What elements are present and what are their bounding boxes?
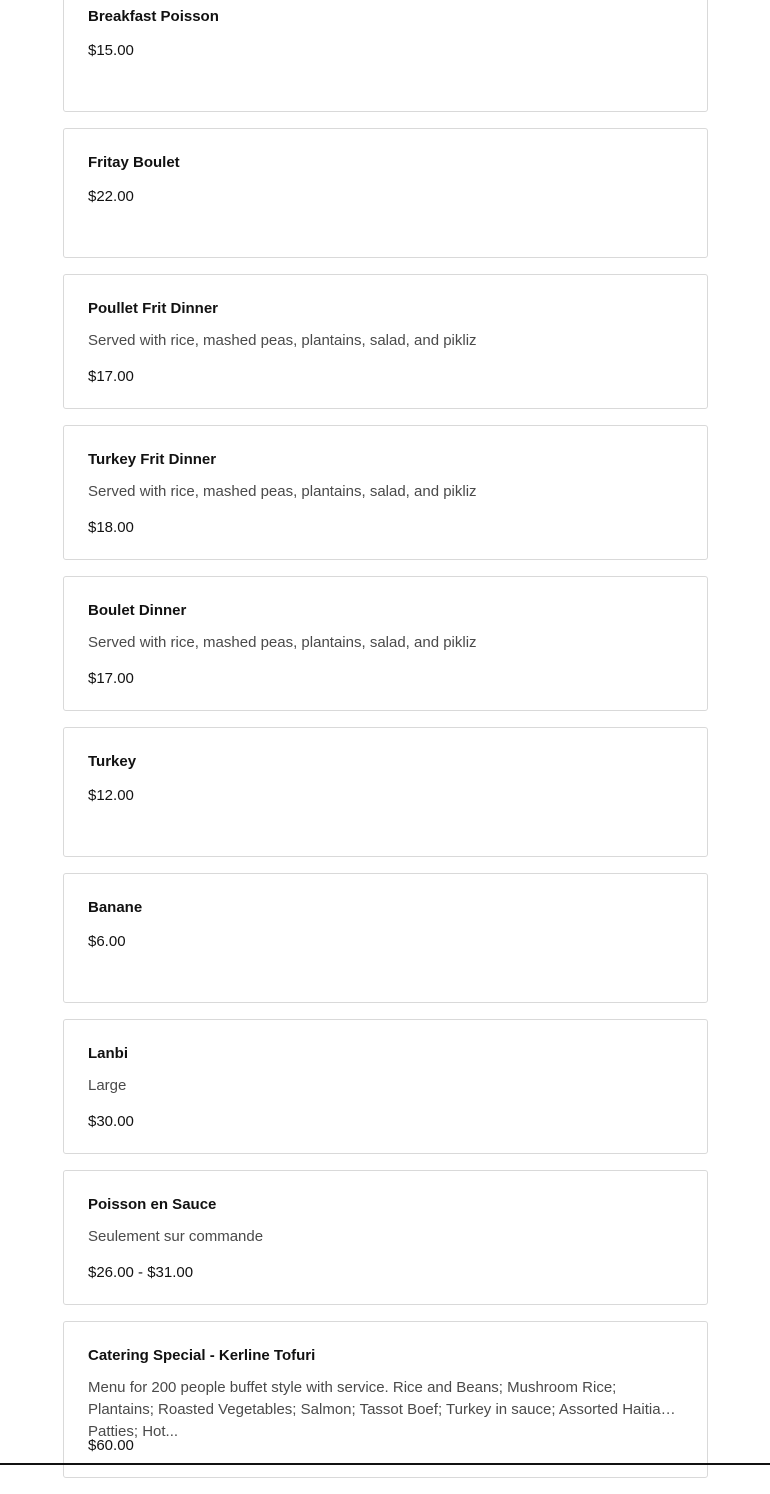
menu-item-name: Turkey (88, 753, 137, 770)
menu-item-card[interactable] (63, 1019, 708, 1154)
menu-item-name: Fritay Boulet (88, 154, 180, 171)
menu-item-card[interactable] (63, 128, 708, 258)
menu-item-description: Large (88, 1077, 127, 1094)
menu-item-card[interactable] (63, 1170, 708, 1305)
menu-item-description: Seulement sur commande (88, 1228, 264, 1245)
menu-item-name: Turkey Frit Dinner (88, 451, 217, 468)
page-bottom-divider (0, 1463, 770, 1465)
menu-item-price: $26.00 - $31.00 (88, 1264, 194, 1281)
menu-item-name: Breakfast Poisson (88, 8, 219, 25)
menu-item-description: Served with rice, mashed peas, plantains, salad, and pikliz (88, 634, 477, 651)
menu-item-price: $22.00 (88, 188, 134, 205)
menu-item-description: Served with rice, mashed peas, plantains, salad, and pikliz (88, 332, 477, 349)
menu-item-price: $12.00 (88, 787, 134, 804)
menu-item-card[interactable] (63, 425, 708, 560)
menu-item-price: $6.00 (88, 933, 126, 950)
menu-item-card[interactable] (63, 1321, 708, 1478)
menu-item-price: $15.00 (88, 42, 134, 59)
menu-item-price: $17.00 (88, 368, 134, 385)
menu-item-name: Lanbi (88, 1045, 128, 1062)
menu-item-card[interactable] (63, 727, 708, 857)
menu-item-name: Poullet Frit Dinner (88, 300, 219, 317)
menu-item-description: Menu for 200 people buffet style with service. Rice and Beans; Mushroom Rice; Plantains; Roasted Vegetables; Salmon; Tassot Boef; Turkey in sauce; Assorted Haitian Patties; Hot... (88, 1379, 669, 1440)
menu-item-list (63, 0, 708, 1494)
menu-item-card[interactable] (63, 576, 708, 711)
menu-item-price: $17.00 (88, 670, 134, 687)
menu-item-name: Catering Special - Kerline Tofuri (88, 1347, 316, 1364)
menu-item-name: Boulet Dinner (88, 602, 187, 619)
menu-item-price: $60.00 (88, 1437, 134, 1454)
menu-item-price: $18.00 (88, 519, 134, 536)
menu-item-name: Poisson en Sauce (88, 1196, 217, 1213)
menu-item-card[interactable] (63, 274, 708, 409)
menu-item-name: Banane (88, 899, 143, 916)
menu-item-card[interactable] (63, 0, 708, 112)
menu-item-price: $30.00 (88, 1113, 134, 1130)
menu-item-description: Served with rice, mashed peas, plantains, salad, and pikliz (88, 483, 477, 500)
menu-item-card[interactable] (63, 873, 708, 1003)
